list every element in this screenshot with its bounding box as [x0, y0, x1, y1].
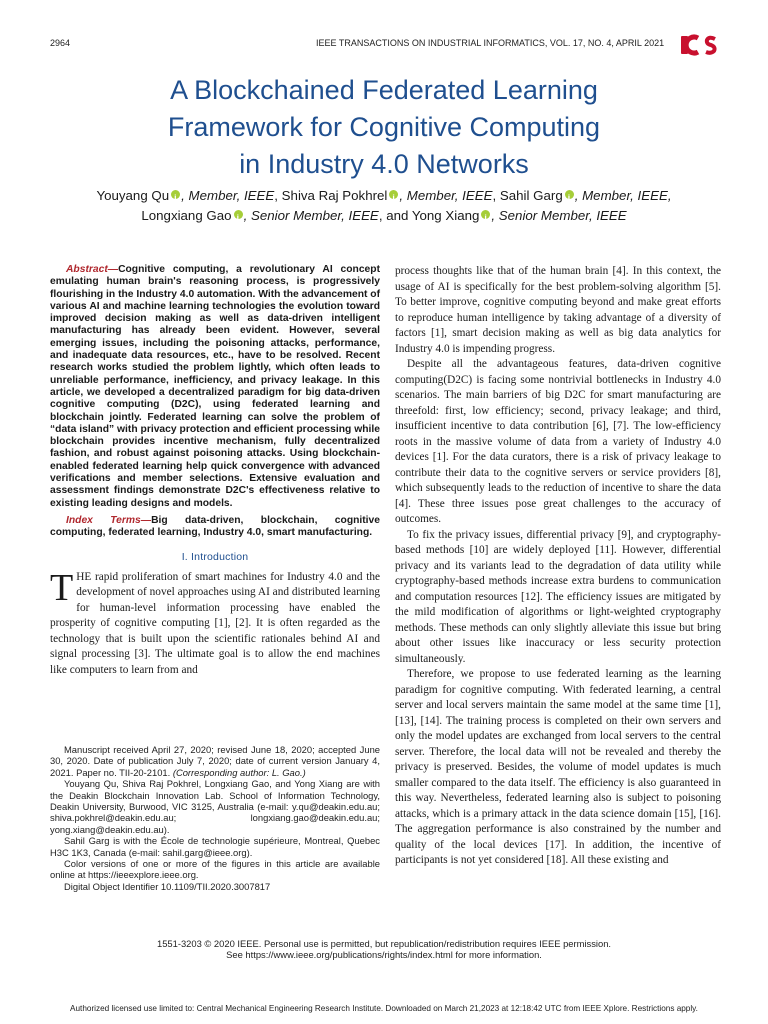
page-number: 2964: [50, 38, 71, 48]
orcid-icon[interactable]: [565, 190, 574, 199]
title-line-3: in Industry 4.0 Networks: [239, 149, 529, 179]
abstract-label: Abstract—: [66, 264, 119, 275]
title-line-1: A Blockchained Federated Learning: [170, 75, 598, 105]
orcid-icon[interactable]: [171, 190, 180, 199]
ies-logo: [681, 34, 717, 56]
orcid-icon[interactable]: [234, 210, 243, 219]
author-membership: , Member, IEEE: [399, 188, 493, 203]
paper-title: [40, 72, 728, 183]
footnote-affiliation-2: Sahil Garg is with the École de technologie supérieure, Montreal, Quebec H3C 1K3, Canada (e-mail: sahil.garg@ieee.org).: [50, 835, 380, 858]
index-terms-text: Big data-driven, blockchain, cognitive computing, federated learning, Industry 4.0, smart manufacturing.: [50, 514, 380, 539]
author-name: , and Yong Xiang: [378, 208, 480, 223]
footnote-color-note: Color versions of one or more of the figures in this article are available online at https://ieeexplore.ieee.org.: [50, 858, 380, 881]
intro-text: HE rapid proliferation of smart machines for Industry 4.0 and the development of novel approaches using AI and distributed learning for human-level information processing have enabled the prosperity of cognitive computing [1], [2]. It is often regarded as the technology that is built upon the scientific rationales behind AI and signal processing [3]. The ultimate goal is to allow the end machines like computers to learn from and: [50, 570, 380, 676]
footnote-manuscript: [50, 744, 380, 778]
abstract: [50, 264, 380, 510]
index-terms: [50, 515, 380, 540]
copyright-line: 1551-3203 © 2020 IEEE. Personal use is permitted, but republication/redistribution requires IEEE permission.: [156, 938, 612, 949]
footnote-text: Manuscript received April 27, 2020; revised June 18, 2020; accepted June 30, 2020. Date of publication July 7, 2020; date of current version January 4, 2021. Paper no. TII-20-2101.: [50, 744, 380, 778]
author-name: Longxiang Gao: [141, 208, 232, 223]
author-membership: , Member, IEEE: [181, 188, 275, 203]
abstract-text: Cognitive computing, a revolutionary AI concept emulating human brain's reasoning process, is progressively flourishing in the Industry 4.0 automation. With the advancement of various AI and machine learning technologies the evolution toward improved decision making as well as data-driven intelligent manufacturing has already been evident. However, several emerging issues, including the poisoning attacks, performance, and inadequate data resources, etc., have to be resolved. Recent research works studied the problem lightly, which often leads to unreliable performance, inefficiency, and privacy leakage. In this article, we developed a decentralized paradigm for big data-driven cognitive computing (D2C), using federated learning and blockchain jointly. Federated learning can solve the problem of “data island” with privacy protection and efficient processing while blockchain provides incentive mechanism, fully decentralized fashion, and robust against poisoning attacks. Using blockchain-enabled federated learning help quick convergence with advanced verifications and member selections. Extensive evaluation and assessment findings demonstrate D2C's effectiveness relative to existing leading designs and models.: [50, 264, 381, 509]
author-name: , Sahil Garg: [492, 188, 563, 203]
section-heading: I. Introduction: [181, 550, 249, 563]
author-name: , Shiva Raj Pokhrel: [274, 188, 388, 203]
index-terms-label: Index Terms—: [66, 514, 152, 526]
author-membership: , Member, IEEE,: [574, 188, 672, 203]
footnote: [50, 744, 380, 892]
title-line-2: Framework for Cognitive Computing: [167, 112, 601, 142]
intro-paragraph: [50, 566, 380, 679]
left-column: [50, 264, 380, 678]
author-name: Youyang Qu: [96, 188, 170, 203]
rights-link[interactable]: See https://www.ieee.org/publications/rights/index.html for more information.: [226, 949, 542, 960]
license-notice: Authorized licensed use limited to: Central Mechanical Engineering Research Institute. Downloaded on March 21,2023 at 12:18:42 UTC from IEEE Xplore. Restrictions apply.: [70, 1004, 698, 1013]
body-paragraph: Despite all the advantageous features, data-driven cognitive computing(D2C) is facing some nontrivial bottlenecks in Industry 4.0 scenarios. The main barriers of big D2C for smart manufacturing are threefold: first, low efficiency; second, privacy leakage; and third, insufficient incentive to data contribution [6], [7]. The low-efficiency roots in the massive volume of data from a variety of Industry 4.0 devices [1]. For the data curators, there is a risk of privacy leakage to contribute their data to the cognitive servers or service providers [8], which subsequently leads to the reduction of incentive to share the data [4]. These three issues pose great challenges to the accuracy of outcomes.: [395, 358, 721, 525]
journal-header: IEEE TRANSACTIONS ON INDUSTRIAL INFORMATICS, VOL. 17, NO. 4, APRIL 2021: [316, 38, 665, 48]
body-paragraph: To fix the privacy issues, differential privacy [9], and cryptography-based methods [10] are widely deployed [11]. However, differential privacy and its variants lead to the degradation of data utility while cryptography-based methods increase extra burdens to communication and computation resources [12]. The efficiency issues are mitigated by the mild modification of algorithms or light-weighted cryptography methods. These methods can only slightly alleviate this issue but bring about other issues like inaccuracy or less security protection simultaneously.: [395, 528, 721, 665]
body-paragraph: process thoughts like that of the human brain [4]. In this context, the usage of AI is specifically for the best problem-solving algorithm [5]. To better improve, cognitive computing beyond and make great efforts to reproduce human intelligence by taking advantage of a diversity of factors [1], smart decision making as well as big data analytics for Industry 4.0 is impending progress.: [395, 265, 721, 355]
body-paragraph: Therefore, we propose to use federated learning as the learning paradigm for cognitive computing. With federated learning, a central server and local servers maintain the same model at the same time [1], [13], [14]. The training process is completed on their own servers and only the model updates are exchanged from local servers to the central server. Therefore, the local data will not be revealed and thereby the privacy is preserved. Besides, the volume of model updates is much smaller compared to the data itself. The efficiency is also guaranteed in this way. Nevertheless, federated learning also is subject to poisoning attacks, which is a primary attack in the data science domain [15], [16]. The aggregation performance is also constrained by the number and quality of the local devices [17]. In addition, the incentive of participants is not yet considered [18]. All these existing and: [395, 668, 721, 866]
footnote-doi: Digital Object Identifier 10.1109/TII.2020.3007817: [64, 880, 271, 892]
right-column: [395, 264, 721, 869]
drop-cap: T: [50, 566, 74, 609]
author-membership: , Senior Member, IEEE: [243, 208, 379, 223]
orcid-icon[interactable]: [481, 210, 490, 219]
author-membership: , Senior Member, IEEE: [491, 208, 627, 223]
corresponding-author: (Corresponding author: L. Gao.): [172, 766, 306, 778]
orcid-icon[interactable]: [389, 190, 398, 199]
author-list: [60, 186, 708, 226]
footnote-affiliation: Youyang Qu, Shiva Raj Pokhrel, Longxiang Gao, and Yong Xiang are with the Deakin Blockchain Innovation Lab. School of Information Technology, Deakin University, Burwood, VIC 3125, Australia (e-mail: y.qu@deakin.edu.au; shiva.pokhrel@deakin.edu.au; longxiang.gao@deakin.edu.au; yong.xiang@deakin.edu.au).: [50, 778, 380, 835]
copyright-notice: [60, 938, 708, 960]
